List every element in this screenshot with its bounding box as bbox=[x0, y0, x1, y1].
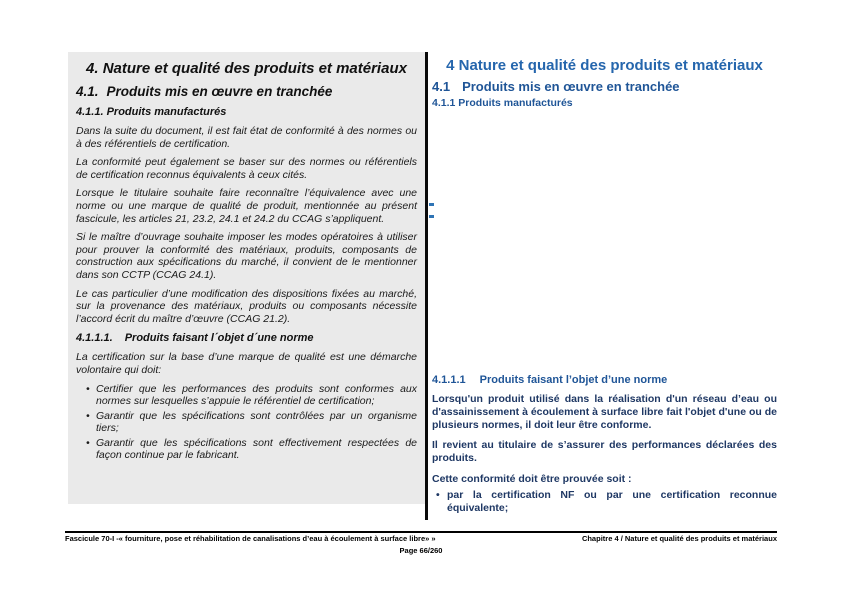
left-paragraph: La certification sur la base d’une marque de qualité est une démarche volontaire qui doit: bbox=[76, 351, 417, 376]
list-item-text: Certifier que les performances des produits sont conformes aux normes sur lesquelles s’appuie le référentiel de certification; bbox=[96, 382, 417, 408]
left-section-label: Produits mis en œuvre en tranchée bbox=[106, 84, 333, 99]
footer-document-title: Fascicule 70-I -« fourniture, pose et réhabilitation de canalisations d’eau à écoulement à surface libre» » bbox=[65, 534, 436, 543]
left-paragraph: Si le maître d’ouvrage souhaite imposer les modes opératoires à utiliser pour prouver la conformité des matériaux, produits, composants de construction aux spécifications du marché, il convient de le mentionner dans son CCTP (CCAG 24.1). bbox=[76, 231, 417, 281]
list-item-text: Garantir que les spécifications sont contrôlées par un organisme tiers; bbox=[96, 409, 417, 435]
left-column-old-version bbox=[68, 52, 425, 504]
left-bullet-list bbox=[86, 383, 417, 463]
list-item bbox=[86, 383, 417, 408]
left-subsubsection-heading bbox=[76, 332, 417, 345]
left-paragraph: Le cas particulier d’une modification des dispositions fixées au marché, sur la provenance des matériaux, produits ou composants nécessite l’accord écrit du maître d’œuvre (CCAG 21.2). bbox=[76, 287, 417, 325]
right-paragraph: Il revient au titulaire de s’assurer des performances déclarées des produits. bbox=[432, 439, 777, 465]
column-separator-bar bbox=[425, 52, 428, 520]
left-section-number: 4.1. bbox=[76, 84, 99, 99]
bullet-icon: • bbox=[86, 382, 90, 395]
list-item bbox=[86, 437, 417, 462]
right-subsubsection-heading bbox=[432, 374, 777, 387]
right-chapter-title: 4 Nature et qualité des produits et matériaux bbox=[446, 57, 763, 74]
right-subsubsection-number: 4.1.1.1 bbox=[432, 374, 466, 386]
footer-divider bbox=[65, 531, 777, 533]
right-section-heading bbox=[432, 79, 777, 95]
list-item bbox=[432, 489, 777, 515]
change-mark bbox=[429, 203, 434, 206]
right-subsubsection-label: Produits faisant l’objet d’une norme bbox=[479, 374, 668, 386]
right-section-number: 4.1 bbox=[432, 79, 451, 94]
left-subsubsection-number: 4.1.1.1. bbox=[76, 332, 113, 345]
left-section-heading bbox=[76, 84, 417, 100]
right-paragraph: Lorsqu'un produit utilisé dans la réalisation d'un réseau d’eau ou d'assainissement à écoulement à surface libre fait l'objet d'une ou de plusieurs normes, il doit leur être conforme. bbox=[432, 393, 777, 431]
left-subsubsection-label: Produits faisant l´objet d´une norme bbox=[124, 332, 314, 345]
bullet-icon: • bbox=[86, 436, 90, 449]
change-mark bbox=[429, 215, 434, 218]
left-subsection-heading: 4.1.1. Produits manufacturés bbox=[76, 106, 227, 118]
right-paragraph: Cette conformité doit être prouvée soit : bbox=[432, 472, 632, 485]
footer-page-number: Page 66/260 bbox=[399, 546, 443, 555]
left-paragraph: Dans la suite du document, il est fait état de conformité à des normes ou à des référentiels de certification. bbox=[76, 125, 417, 150]
right-subsection-heading: 4.1.1 Produits manufacturés bbox=[432, 97, 573, 109]
bullet-icon: • bbox=[86, 409, 90, 422]
left-chapter-title: 4. Nature et qualité des produits et matériaux bbox=[86, 60, 407, 77]
right-column-new-version-body bbox=[432, 374, 777, 514]
footer bbox=[65, 534, 777, 543]
list-item bbox=[86, 410, 417, 435]
right-section-label: Produits mis en œuvre en tranchée bbox=[462, 79, 680, 94]
bullet-icon: • bbox=[436, 488, 440, 501]
left-paragraph: Lorsque le titulaire souhaite faire reconnaître l’équivalence avec une norme ou une marque de qualité de produit, mentionnée au présent fascicule, les articles 21, 23.2, 24.1 et 24.2 du CCAG s’appliquent. bbox=[76, 187, 417, 225]
footer-chapter-label: Chapitre 4 / Nature et qualité des produits et matériaux bbox=[581, 534, 777, 543]
list-item-text: Garantir que les spécifications sont effectivement respectées de façon continue par le fabricant. bbox=[96, 436, 417, 462]
list-item-text: par la certification NF ou par une certification reconnue équivalente; bbox=[447, 488, 777, 514]
right-column-new-version-top bbox=[432, 52, 777, 110]
left-paragraph: La conformité peut également se baser sur des normes ou référentiels de certification reconnus équivalents à ceux cités. bbox=[76, 156, 417, 181]
